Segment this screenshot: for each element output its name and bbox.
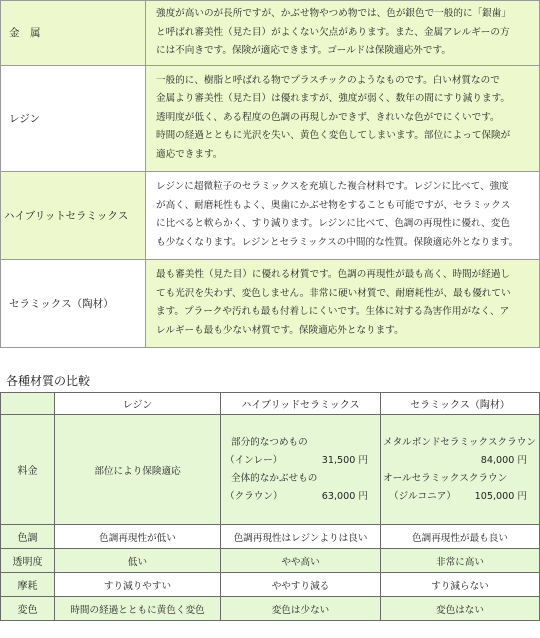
cell-hybrid: やや高い (221, 549, 381, 573)
table-row (1, 525, 540, 549)
material-row (1, 65, 540, 171)
comparison-table (0, 392, 540, 621)
price-item-title: メタルボンドセラミックスクラウン (383, 436, 536, 448)
header-cell-resin: レジン (55, 393, 221, 415)
price-item-title: 部分的なつめもの (231, 436, 308, 448)
price-ceramic-block (381, 434, 539, 506)
row-label: 料金 (1, 415, 55, 525)
material-row (1, 171, 540, 259)
material-name: 金 属 (1, 1, 146, 66)
material-row (1, 1, 540, 66)
material-description: 最も審美性（見た目）に優れる材質です。色調の再現性が最も高く、時間が経過し ても光沢を失わず、変色しません。非常に硬い材質で、耐磨耗性が、最も優れてい ます。プラークや汚れも最も付着しにくいです。生体に対する為害作用がなく、ア レルギーも最も少ない材質です。保険適応外となります。 (146, 259, 540, 347)
price-item-title: オールセラミックスクラウン (383, 472, 508, 484)
price-item-title: 全体的なかぶせもの (231, 472, 318, 484)
row-label: 変色 (1, 597, 55, 621)
cell-resin: 色調再現性が低い (55, 525, 221, 549)
section-title: 各種材質の比較 (6, 374, 91, 388)
price-item: （クラウン） 63,000 円 (225, 490, 368, 502)
table-row (1, 573, 540, 597)
material-name: レジン (1, 65, 146, 171)
cell-hybrid: 色調再現性はレジンよりは良い (221, 525, 381, 549)
price-item: （ジルコニア） 105,000 円 (389, 490, 527, 502)
cell-hybrid: 変色は少ない (221, 597, 381, 621)
cell-ceramic: 変色はない (381, 597, 540, 621)
material-row (1, 259, 540, 347)
material-name: セラミックス（陶材） (1, 259, 146, 347)
price-ceramic (381, 415, 540, 525)
header-cell-empty (1, 393, 55, 415)
material-description: 一般的に、樹脂と呼ばれる物でプラスチックのようなものです。白い材質なので 金属より審美性（見た目）は優れますが、強度が弱く、数年の間にすり減ります。 透明度が低く、ある程度の色調の再現しかできず、きれいな色がでにくいです。 時間の経過とともに光沢を失い、黄色く変色してしまいます。部位によって保険が 適応できます。 (146, 65, 540, 171)
row-label: 色調 (1, 525, 55, 549)
cell-ceramic: 非常に高い (381, 549, 540, 573)
price-hybrid-block (221, 434, 380, 506)
header-cell-ceramic: セラミックス（陶材） (381, 393, 540, 415)
cell-hybrid: ややすり減る (221, 573, 381, 597)
row-label: 透明度 (1, 549, 55, 573)
material-description: 強度が高いのが長所ですが、かぶせ物やつめ物では、色が銀色で一般的に「銀歯」 と呼ばれ審美性（見た目）がよくない欠点があります。また、金属アレルギーの方 には不向きです。保険が適応できます。ゴールドは保険適応外です。 (146, 1, 540, 66)
row-label: 摩耗 (1, 573, 55, 597)
cell-ceramic: 色調再現性が最も良い (381, 525, 540, 549)
header-cell-hybrid: ハイブリッドセラミックス (221, 393, 381, 415)
price-hybrid (221, 415, 381, 525)
cell-resin: 時間の経過とともに黄色く変色 (55, 597, 221, 621)
price-row (1, 415, 540, 525)
price-item: 84,000 円 (480, 454, 527, 466)
price-resin: 部位により保険適応 (55, 415, 221, 525)
cell-ceramic: すり減らない (381, 573, 540, 597)
table-row (1, 597, 540, 621)
material-name: ハイブリットセラミックス (1, 171, 146, 259)
cell-resin: 低い (55, 549, 221, 573)
material-description: レジンに超微粒子のセラミックスを充填した複合材料です。レジンに比べて、強度 が高く、耐磨耗性もよく、奥歯にかぶせ物をすることも可能ですが、セラミックス に比べると軟らかく、すり減ります。レジンに比べて、色調の再現性に優れ、変色 も少なくなります。レジンとセラミックスの中間的な性質。保険適応外となります。 (146, 171, 540, 259)
cell-resin: すり減りやすい (55, 573, 221, 597)
header-row (1, 393, 540, 415)
table-row (1, 549, 540, 573)
price-item: （インレー） 31,500 円 (225, 454, 368, 466)
